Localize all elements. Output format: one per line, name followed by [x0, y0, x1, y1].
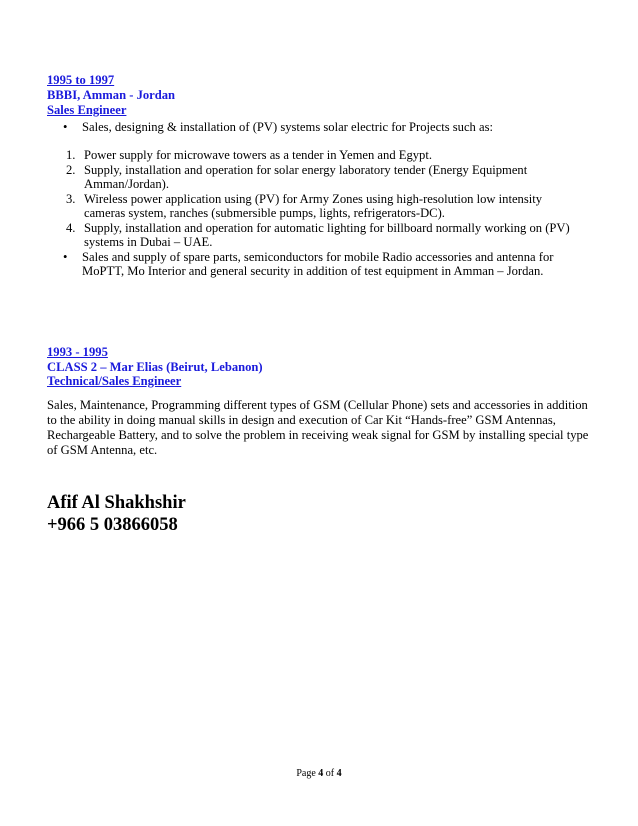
job2-role[interactable]: Technical/Sales Engineer: [47, 374, 182, 388]
footer-current-page: 4: [318, 768, 324, 779]
footer-page-word: Page: [296, 768, 316, 779]
list-number: 1.: [66, 148, 76, 162]
list-number: 3.: [66, 192, 76, 206]
job1-company: BBBI, Amman - Jordan: [47, 88, 176, 102]
list-number: 4.: [66, 221, 76, 235]
bullet-marker: •: [63, 250, 68, 264]
footer-total-pages: 4: [336, 768, 342, 779]
job1-intro-bullet: Sales, designing & installation of (PV) systems solar electric for Projects such as:: [82, 120, 493, 134]
job2-description-line: Sales, Maintenance, Programming different types of GSM (Cellular Phone) sets and accessories in addition: [47, 398, 588, 412]
list-item-line: Power supply for microwave towers as a tender in Yemen and Egypt.: [84, 148, 432, 162]
list-item-line: Supply, installation and operation for automatic lighting for billboard normally working on (PV): [84, 221, 570, 235]
job1-closing-line: MoPTT, Mo Interior and general security in addition of test equipment in Amman – Jordan.: [82, 264, 544, 278]
job2-period[interactable]: 1993 - 1995: [47, 345, 108, 359]
page-footer: [0, 768, 638, 779]
job2-description-line: of GSM Antenna, etc.: [47, 443, 158, 457]
job2-company: CLASS 2 – Mar Elias (Beirut, Lebanon): [47, 360, 263, 374]
list-item-line: Supply, installation and operation for solar energy laboratory tender (Energy Equipment: [84, 163, 528, 177]
job1-role[interactable]: Sales Engineer: [47, 103, 127, 117]
job2-description-line: Rechargeable Battery, and to solve the problem in receiving weak signal for GSM by installing special type: [47, 428, 589, 442]
job1-closing-line: Sales and supply of spare parts, semiconductors for mobile Radio accessories and antenna for: [82, 250, 554, 264]
job1-period[interactable]: 1995 to 1997: [47, 73, 115, 87]
list-item-line: systems in Dubai – UAE.: [84, 235, 213, 249]
list-item-line: cameras system, ranches (submersible pumps, lights, refrigerators-DC).: [84, 206, 445, 220]
list-number: 2.: [66, 163, 76, 177]
list-item-line: Wireless power application using (PV) for Army Zones using high-resolution low intensity: [84, 192, 543, 206]
list-item-line: Amman/Jordan).: [84, 177, 169, 191]
contact-name: Afif Al Shakhshir: [47, 493, 186, 513]
contact-phone: +966 5 03866058: [47, 515, 178, 535]
job2-description-line: to the ability in doing manual skills in design and execution of Car Kit “Hands-free” GSM Antennas,: [47, 413, 556, 427]
bullet-marker: •: [63, 120, 68, 134]
footer-of-word: of: [325, 768, 335, 779]
